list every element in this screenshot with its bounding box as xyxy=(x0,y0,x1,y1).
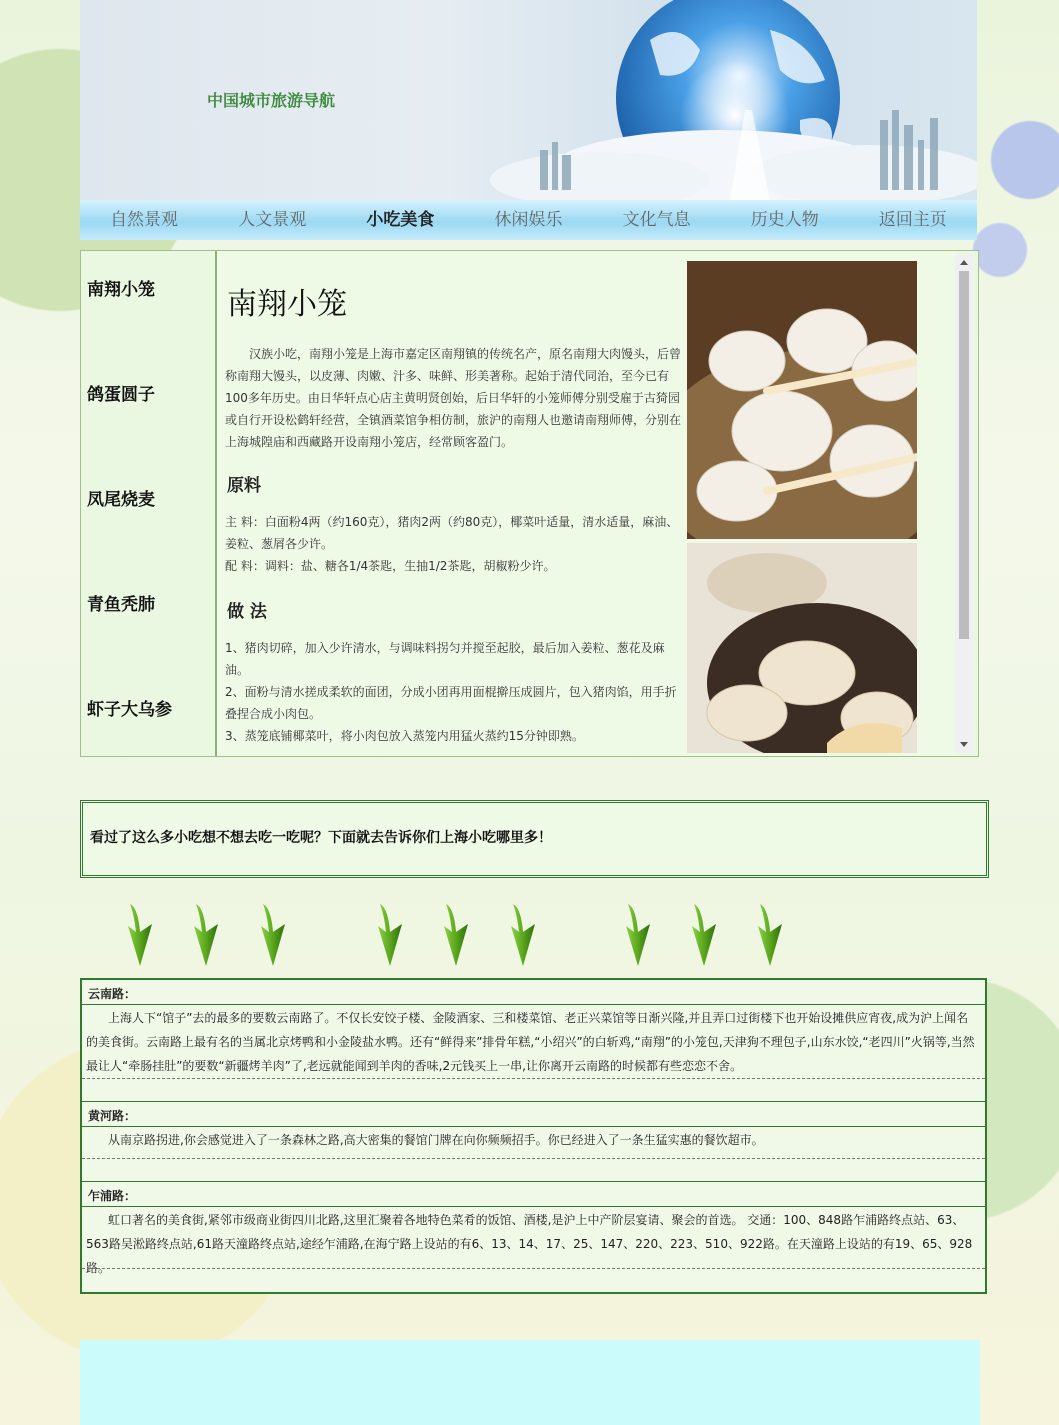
seasoning: 配 料：调料：盐、糖各1/4茶匙，生抽1/2茶匙，胡椒粉少许。 xyxy=(225,559,556,573)
food-sidebar xyxy=(81,251,217,756)
down-arrow-icon xyxy=(438,902,474,968)
dumpling-photo-1 xyxy=(687,261,917,539)
sidebar-item-gedan[interactable]: 鸽蛋圆子 xyxy=(87,385,155,405)
site-title: 中国城市旅游导航 xyxy=(207,91,336,110)
nav-item-2[interactable]: 小吃美食 xyxy=(366,210,435,230)
dumpling-photo-2 xyxy=(687,543,917,753)
header-banner xyxy=(80,0,977,200)
down-arrow-icon xyxy=(686,902,722,968)
down-arrow-icon xyxy=(372,902,408,968)
down-arrow-icon xyxy=(620,902,656,968)
dashed-divider xyxy=(82,1158,985,1159)
method-heading: 做 法 xyxy=(227,602,267,622)
street-table xyxy=(80,978,987,1294)
nav-item-1[interactable]: 人文景观 xyxy=(238,210,307,230)
ingredients-heading: 原料 xyxy=(227,476,261,496)
nav-item-3[interactable]: 休闲娱乐 xyxy=(494,210,563,230)
main-ingredients: 主 料：白面粉4两（约160克），猪肉2两（约80克），椰菜叶适量，清水适量，麻油、姜粒、葱屑各少许。 xyxy=(225,515,679,551)
sidebar-item-qingyu[interactable]: 青鱼秃肺 xyxy=(87,595,155,615)
step-3: 3、蒸笼底铺椰菜叶，将小肉包放入蒸笼内用猛火蒸约15分钟即熟。 xyxy=(225,729,584,743)
street-name-zhapu: 乍浦路： xyxy=(88,1189,137,1203)
nav-item-4[interactable]: 文化气息 xyxy=(622,210,691,230)
down-arrow-icon xyxy=(505,902,541,968)
footer xyxy=(80,1340,980,1425)
step-1: 1、猪肉切碎，加入少许清水，与调味料拐匀并搅至起胶，最后加入姜粒、葱花及麻油。 xyxy=(225,641,665,677)
nav-item-0[interactable]: 自然景观 xyxy=(110,210,179,230)
article xyxy=(217,251,957,756)
table-divider xyxy=(82,1101,985,1102)
down-arrow-icon xyxy=(752,902,788,968)
street-name-huanghe: 黄河路： xyxy=(88,1109,137,1123)
nav-item-6[interactable]: 返回主页 xyxy=(878,210,947,230)
step-2: 2、面粉与清水搓成柔软的面团，分成小团再用面棍擀压成圆片，包入猪肉馅，用手折叠捏合成小肉包。 xyxy=(225,685,677,721)
street-text-huanghe: 从南京路拐进,你会感觉进入了一条森林之路,高大密集的餐馆门牌在向你频频招手。你已经进入了一条生猛实惠的餐饮超市。 xyxy=(108,1133,764,1147)
scroll-up-icon[interactable] xyxy=(955,256,973,268)
article-scrollbar[interactable] xyxy=(955,253,973,753)
street-name-yunnan: 云南路： xyxy=(88,987,137,1001)
article-intro: 汉族小吃，南翔小笼是上海市嘉定区南翔镇的传统名产，原名南翔大肉馒头，后曾称南翔大馒头，以皮薄、肉嫩、汁多、味鲜、形美著称。起始于清代同治，至今已有100多年历史。由日华轩点心店主黄明贤创始，后日华轩的小笼师傅分别受雇于古猗园或自行开设松鹤轩经营，全镇酒菜馆争相仿制，旅沪的南翔人也邀请南翔师傅，分别在上海城隍庙和西藏路开设南翔小笼店，经常顾客盈门。 xyxy=(225,347,682,449)
table-divider xyxy=(82,1181,985,1182)
prompt-text: 看过了这么多小吃想不想去吃一吃呢？下面就去告诉你们上海小吃哪里多！ xyxy=(90,830,552,846)
main-nav xyxy=(80,200,977,240)
article-title: 南翔小笼 xyxy=(227,287,347,322)
arrow-row xyxy=(80,900,977,970)
food-content-panel xyxy=(80,250,979,757)
sidebar-item-xiazi[interactable]: 虾子大乌参 xyxy=(87,700,172,720)
down-arrow-icon xyxy=(188,902,224,968)
table-divider xyxy=(82,1206,985,1207)
sidebar-item-fengwei[interactable]: 凤尾烧麦 xyxy=(87,490,155,510)
table-divider xyxy=(82,1004,985,1005)
sidebar-item-nanxiang[interactable]: 南翔小笼 xyxy=(87,280,155,300)
down-arrow-icon xyxy=(122,902,158,968)
down-arrow-icon xyxy=(255,902,291,968)
prompt-box xyxy=(80,800,989,878)
scroll-thumb[interactable] xyxy=(959,271,969,639)
dashed-divider xyxy=(82,1268,985,1269)
table-divider xyxy=(82,1126,985,1127)
street-text-zhapu: 虹口著名的美食街,紧邻市级商业街四川北路,这里汇聚着各地特色菜肴的饭馆、酒楼,是沪上中产阶层宴请、聚会的首选。 交通：100、848路乍浦路终点站、63、563路吴淞路终点站,61路天潼路终点站,途经乍浦路,在海宁路上设站的有6、13、14、17、25、147、220、223、510、922路。在天潼路上设站的有19、65、928路。 xyxy=(86,1213,973,1275)
scroll-down-icon[interactable] xyxy=(955,739,973,751)
street-text-yunnan: 上海人下“馆子”去的最多的要数云南路了。不仅长安饺子楼、金陵酒家、三和楼菜馆、老正兴菜馆等日渐兴隆,并且弄口过街楼下也开始设摊供应宵夜,成为沪上闻名的美食街。云南路上最有名的当属北京烤鸭和小金陵盐水鸭。还有“鲜得来”排骨年糕,“小绍兴”的白斩鸡,“南翔”的小笼包,天津狗不理包子,山东水饺,“老四川”火锅等,当然最让人“牵肠挂肚”的要数“新疆烤羊肉”了,老远就能闻到羊肉的香味,2元钱买上一串,让你离开云南路的时候都有些恋恋不舍。 xyxy=(86,1011,975,1073)
dashed-divider xyxy=(82,1078,985,1079)
nav-item-5[interactable]: 历史人物 xyxy=(750,210,819,230)
